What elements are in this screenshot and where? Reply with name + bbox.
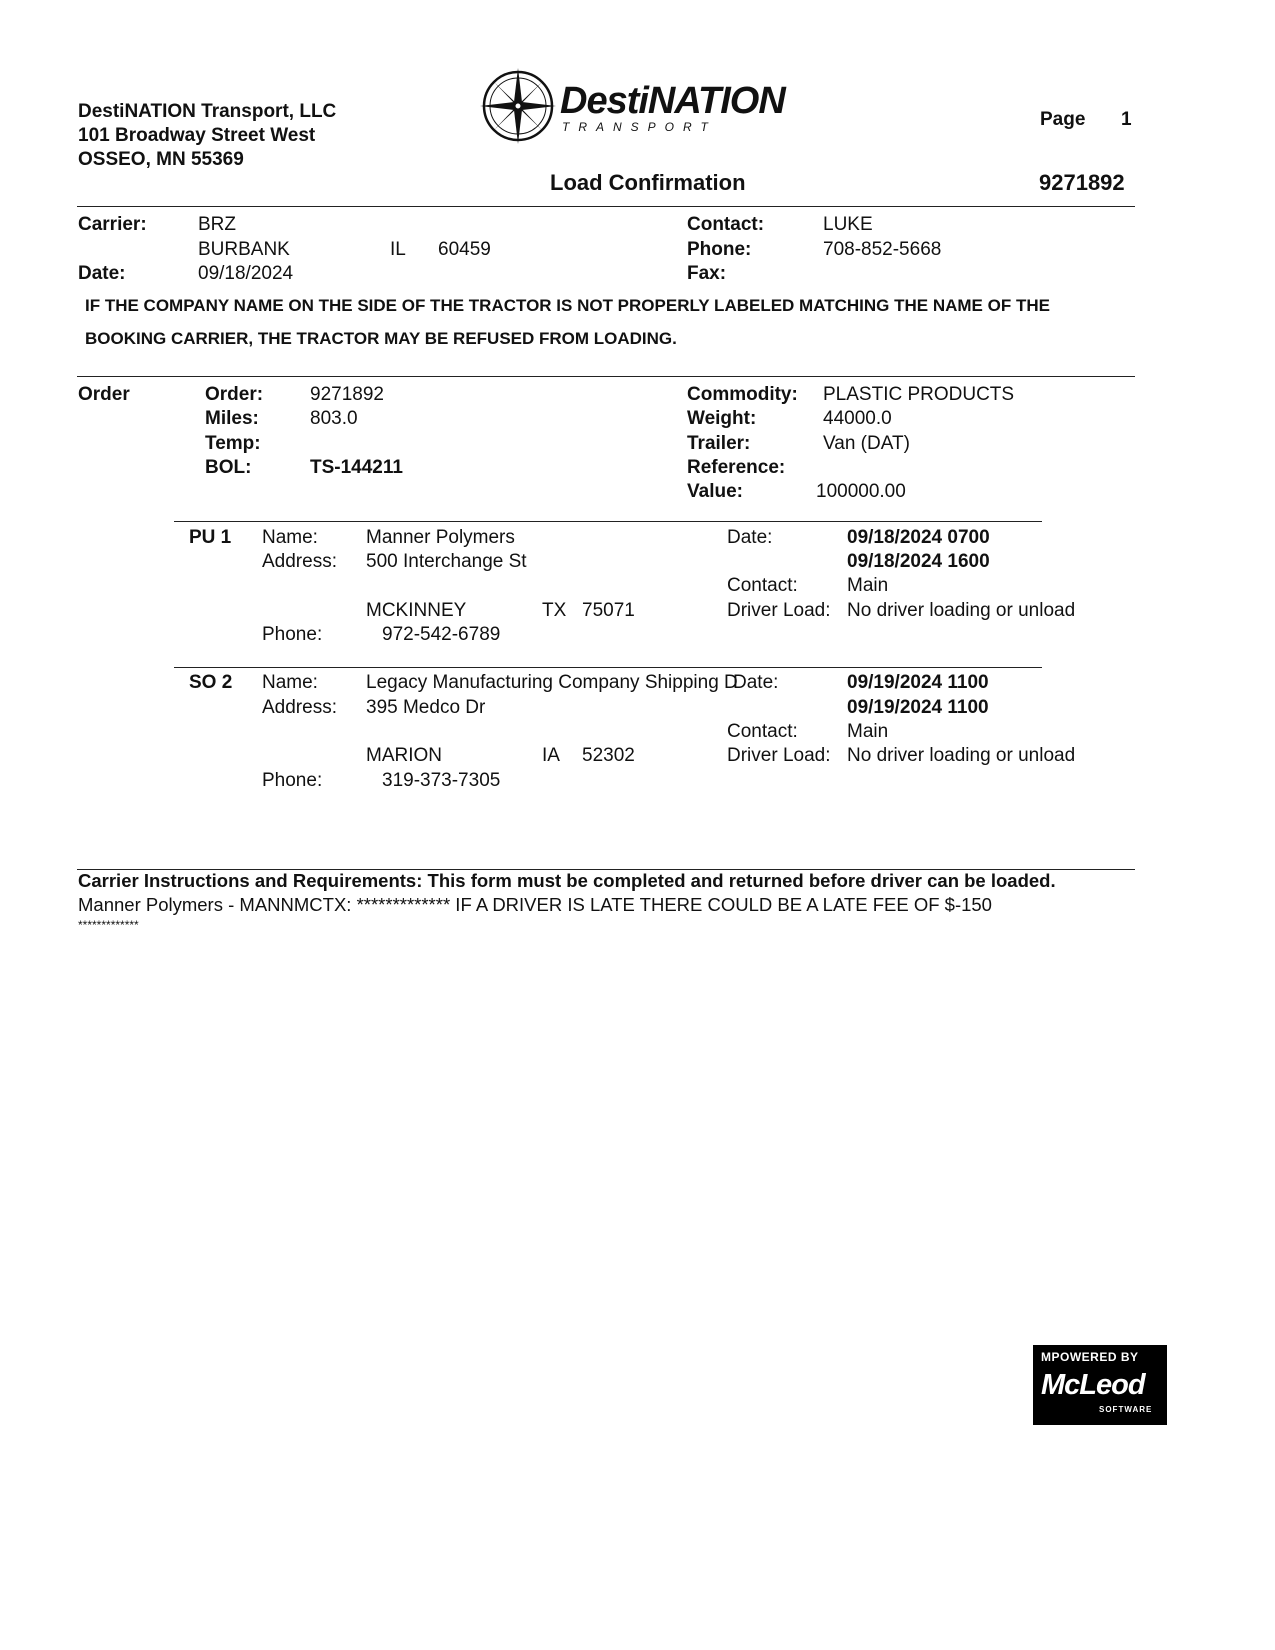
company-city: OSSEO, MN 55369 [78, 149, 244, 170]
logo-brand: DestiNATION [560, 80, 785, 122]
stop-driver-label: Driver Load: [727, 600, 831, 621]
divider [174, 521, 1042, 522]
stop-city: MARION [366, 745, 442, 766]
instructions-line-2: ************* [78, 918, 139, 932]
badge-top: MPOWERED BY [1041, 1350, 1139, 1364]
stop-contact: Main [847, 721, 889, 742]
stop-code: SO 2 [189, 672, 233, 693]
order-section-label: Order [78, 384, 130, 405]
stop-address: 500 Interchange St [366, 551, 527, 572]
divider [77, 376, 1135, 377]
instructions-heading: Carrier Instructions and Requirements: This form must be completed and returned before driver can be loaded. [78, 870, 1056, 891]
stop-date-start: 09/18/2024 0700 [847, 527, 990, 548]
carrier-phone: 708-852-5668 [823, 239, 942, 260]
badge-brand: McLeod [1041, 1369, 1145, 1401]
stop-phone-label: Phone: [262, 770, 323, 791]
stop-phone-label: Phone: [262, 624, 323, 645]
stop-phone: 319-373-7305 [382, 770, 501, 791]
date-label: Date: [78, 263, 126, 284]
doc-title: Load Confirmation [550, 170, 746, 195]
doc-number: 9271892 [1039, 170, 1125, 195]
mcleod-badge [1033, 1345, 1167, 1425]
order-number: 9271892 [310, 384, 384, 405]
stop-name: Legacy Manufacturing Company Shipping D [366, 672, 738, 693]
value-label: Value: [687, 481, 743, 502]
carrier-contact: LUKE [823, 214, 873, 235]
order-weight: 44000.0 [823, 408, 892, 429]
order-commodity: PLASTIC PRODUCTS [823, 384, 1015, 405]
miles-label: Miles: [205, 408, 259, 429]
badge-sub: SOFTWARE [1099, 1405, 1153, 1414]
stop-phone: 972-542-6789 [382, 624, 501, 645]
stop-name: Manner Polymers [366, 527, 515, 548]
stop-address-label: Address: [262, 551, 337, 572]
stop-code: PU 1 [189, 527, 232, 548]
logo-sub: TRANSPORT [562, 120, 717, 134]
carrier-label: Carrier: [78, 214, 147, 235]
page-label: Page [1040, 109, 1086, 130]
stop-contact: Main [847, 575, 889, 596]
stop-state: TX [542, 600, 567, 621]
carrier-date: 09/18/2024 [198, 263, 294, 284]
weight-label: Weight: [687, 408, 757, 429]
stop-date-end: 09/18/2024 1600 [847, 551, 990, 572]
stop-driver: No driver loading or unload [847, 745, 1076, 766]
stop-address: 395 Medco Dr [366, 697, 486, 718]
stop-date-label: Date: [733, 672, 779, 693]
order-miles: 803.0 [310, 408, 358, 429]
order-value: 100000.00 [816, 481, 906, 502]
notice-line-1: IF THE COMPANY NAME ON THE SIDE OF THE TRACTOR IS NOT PROPERLY LABELED MATCHING THE NAME OF THE [85, 296, 1050, 315]
commodity-label: Commodity: [687, 384, 798, 405]
order-bol: TS-144211 [310, 457, 403, 478]
company-name: DestiNATION Transport, LLC [78, 101, 337, 122]
stop-contact-label: Contact: [727, 575, 798, 596]
company-street: 101 Broadway Street West [78, 125, 316, 146]
stop-date-start: 09/19/2024 1100 [847, 672, 989, 693]
destination-logo [478, 66, 818, 146]
stop-date-end: 09/19/2024 1100 [847, 697, 989, 718]
carrier-state: IL [390, 239, 406, 260]
divider [77, 206, 1135, 207]
stop-zip: 52302 [582, 745, 635, 766]
trailer-label: Trailer: [687, 433, 751, 454]
contact-label: Contact: [687, 214, 765, 235]
carrier-zip: 60459 [438, 239, 491, 260]
stop-driver-label: Driver Load: [727, 745, 831, 766]
carrier-name: BRZ [198, 214, 236, 235]
stop-address-label: Address: [262, 697, 337, 718]
phone-label: Phone: [687, 239, 752, 260]
fax-label: Fax: [687, 263, 727, 284]
divider [174, 667, 1042, 668]
stop-name-label: Name: [262, 527, 318, 548]
reference-label: Reference: [687, 457, 786, 478]
carrier-city: BURBANK [198, 239, 290, 260]
compass-rose-icon [478, 66, 558, 146]
notice-line-2: BOOKING CARRIER, THE TRACTOR MAY BE REFUSED FROM LOADING. [85, 329, 677, 348]
order-trailer: Van (DAT) [823, 433, 910, 454]
temp-label: Temp: [205, 433, 261, 454]
order-label: Order: [205, 384, 264, 405]
stop-driver: No driver loading or unload [847, 600, 1076, 621]
stop-state: IA [542, 745, 560, 766]
stop-name-label: Name: [262, 672, 318, 693]
instructions-line-1: Manner Polymers - MANNMCTX: ************* IF A DRIVER IS LATE THERE COULD BE A LATE FEE OF $-150 [78, 894, 992, 915]
bol-label: BOL: [205, 457, 252, 478]
stop-city: MCKINNEY [366, 600, 467, 621]
stop-zip: 75071 [582, 600, 635, 621]
stop-date-label: Date: [727, 527, 773, 548]
stop-contact-label: Contact: [727, 721, 798, 742]
page-number: 1 [1121, 109, 1132, 130]
